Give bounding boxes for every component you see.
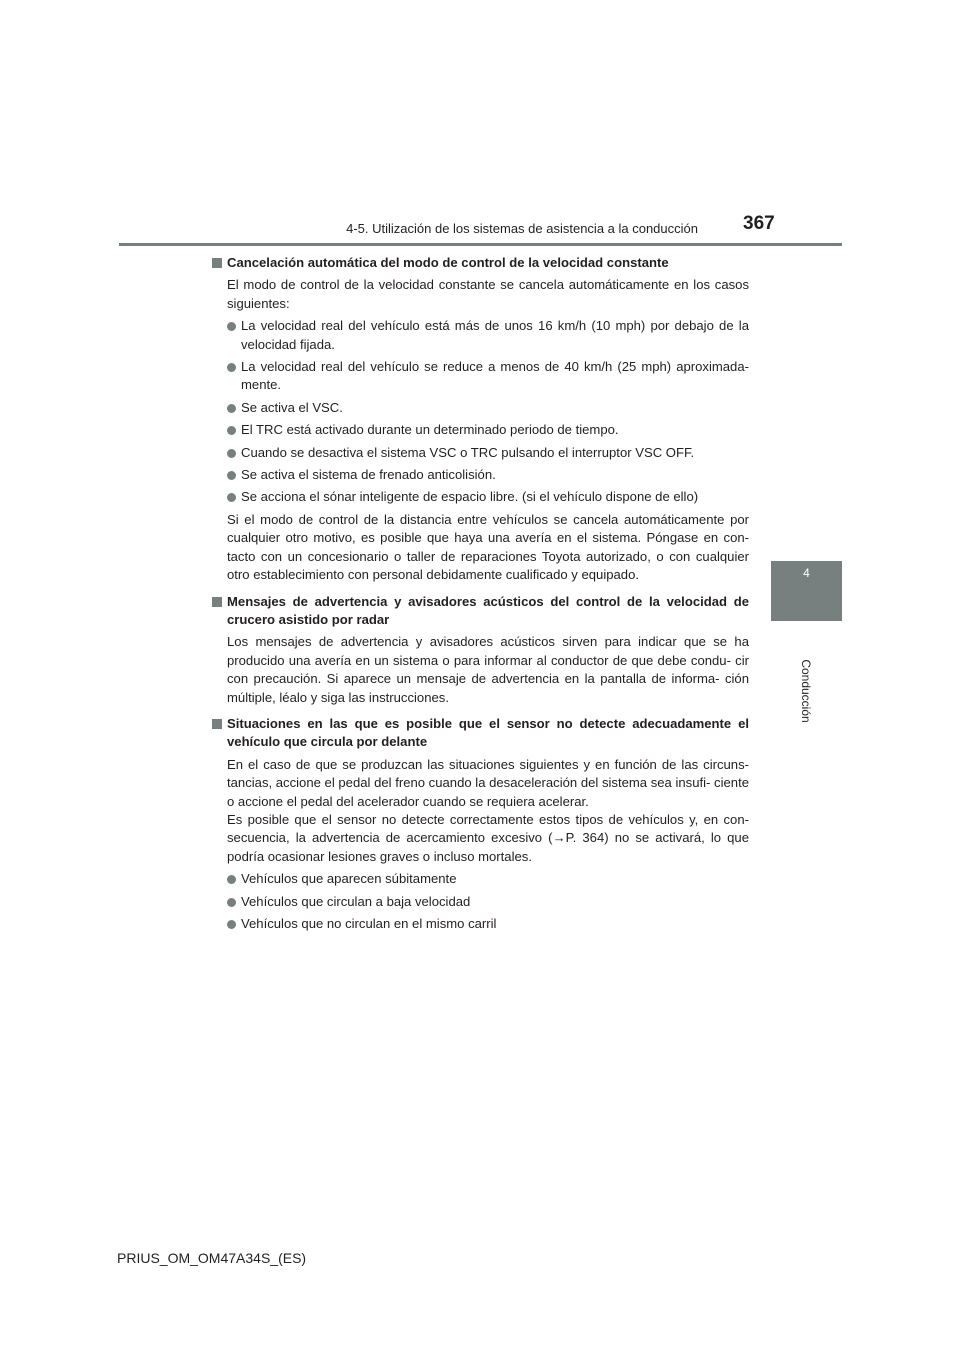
round-bullet-icon [227,471,236,480]
round-bullet-icon [227,322,236,331]
heading-text: Mensajes de advertencia y avisadores acústicos del control de la velocidad de crucero asistido por radar [227,593,749,627]
chapter-number: 4 [803,566,810,580]
section-heading [211,254,749,272]
list-item-text: El TRC está activado durante un determinado periodo de tiempo. [241,422,619,438]
list-item [211,893,749,911]
list-item-text: Vehículos que aparecen súbitamente [241,871,457,887]
list-item-text: Vehículos que circulan a baja velocidad [241,893,471,909]
page-content [211,254,749,937]
page-number: 367 [743,213,775,234]
chapter-name: Conducción [799,659,813,723]
paragraph: El modo de control de la velocidad constante se cancela automáticamente en los casos siguientes: [227,277,749,311]
list-item-text: Se activa el VSC. [241,399,343,415]
round-bullet-icon [227,875,236,884]
document-code: PRIUS_OM_OM47A34S_(ES) [117,1250,307,1266]
list-item-text: La velocidad real del vehículo se reduce a menos de 40 km/h (25 mph) aproximada- mente. [241,359,749,393]
list-item-text: Vehículos que no circulan en el mismo carril [241,916,497,931]
paragraph: Es posible que el sensor no detecte correctamente estos tipos de vehículos y, en con- secuencia, la advertencia de acercamiento excesivo (→P. 364) no se activará, lo que podría ocasionar lesiones graves o incluso mortales. [227,811,749,864]
round-bullet-icon [227,363,236,372]
chapter-tab[interactable] [771,561,842,621]
list-item [211,466,749,484]
round-bullet-icon [227,449,236,458]
section-heading [211,715,749,752]
list-item [211,444,749,462]
list-item-text: Cuando se desactiva el sistema VSC o TRC pulsando el interruptor VSC OFF. [241,444,695,460]
round-bullet-icon [227,404,236,413]
list-item [211,421,749,439]
header-divider [119,243,842,246]
square-bullet-icon [212,719,222,729]
paragraph: En el caso de que se produzcan las situaciones siguientes y en función de las circuns- tancias, accione el pedal del freno cuando la desaceleración del sistema sea insufi- ciente o accione el pedal del acelerador cuando se requiera acelerar. [227,756,749,809]
list-item [211,358,749,395]
list-item [211,317,749,354]
list-item-text: Se activa el sistema de frenado anticolisión. [241,467,496,483]
section-heading [211,593,749,630]
list-item [211,915,749,933]
list-item [211,870,749,888]
round-bullet-icon [227,493,236,502]
square-bullet-icon [212,258,222,268]
paragraph: Si el modo de control de la distancia entre vehículos se cancela automáticamente por cualquier otro motivo, es posible que haya una avería en el sistema. Póngase en con- tacto con un concesionario o taller de reparaciones Toyota autorizado, o con cualquier otro establecimiento con personal debidamente cualificado y equipado. [227,511,749,583]
square-bullet-icon [212,597,222,607]
heading-text: Situaciones en las que es posible que el sensor no detecte adecuadamente el vehículo que circula por delante [227,715,749,750]
list-item [211,399,749,417]
list-item-text: Se acciona el sónar inteligente de espacio libre. (si el vehículo dispone de ello) [241,489,699,505]
round-bullet-icon [227,898,236,907]
round-bullet-icon [227,920,236,929]
heading-text: Cancelación automática del modo de control de la velocidad constante [227,255,669,270]
round-bullet-icon [227,426,236,435]
section-title: 4-5. Utilización de los sistemas de asistencia a la conducción [346,221,698,236]
paragraph: Los mensajes de advertencia y avisadores acústicos sirven para indicar que se ha producido una avería en un sistema o para informar al conductor de que debe condu- cir con precaución. Si aparece un mensaje de advertencia en la pantalla de informa- ción múltiple, léalo y siga las instrucciones. [227,634,749,705]
list-item-text: La velocidad real del vehículo está más de unos 16 km/h (10 mph) por debajo de la velocidad fijada. [241,318,749,352]
list-item [211,488,749,506]
